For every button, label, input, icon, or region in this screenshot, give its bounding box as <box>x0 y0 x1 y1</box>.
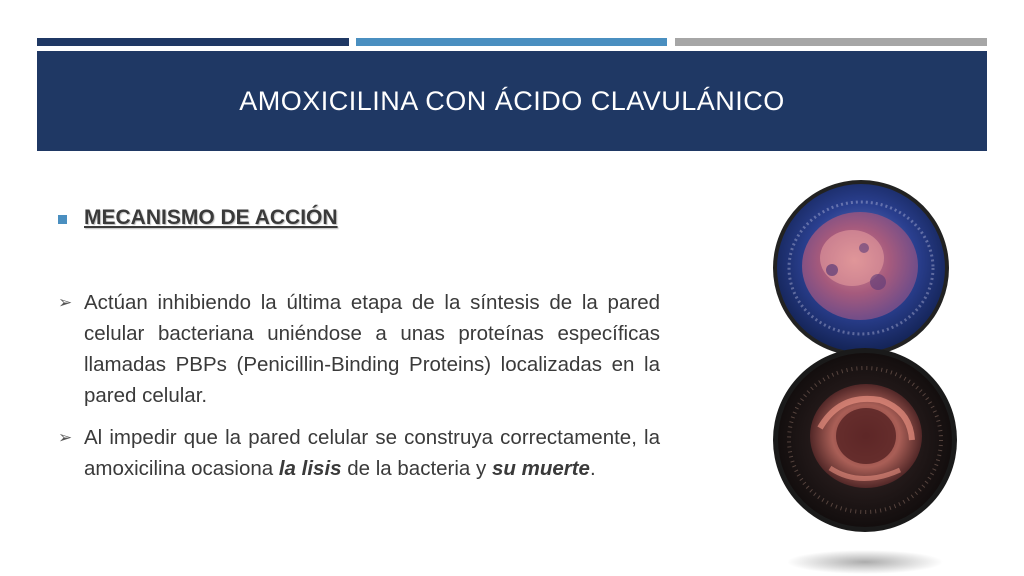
paragraph-2-text: Al impedir que la pared celular se construya correctamente, la amoxicilina ocasiona la lisis de la bacteria y su muerte. <box>84 426 660 480</box>
section-heading: MECANISMO DE ACCIÓN <box>84 206 338 229</box>
accent-bar-gray <box>675 38 987 46</box>
drop-shadow <box>787 550 943 574</box>
arrow-bullet-icon: ➢ <box>58 428 73 447</box>
paragraph-1-text: Actúan inhibiendo la última etapa de la síntesis de la pared celular bacteriana uniéndose a unas proteínas específicas llamadas PBPs (Penicillin-Binding Proteins) localizadas en la pared celular. <box>84 291 660 407</box>
bacterium-cell-intact-image <box>773 180 949 356</box>
arrow-bullet-icon: ➢ <box>58 293 73 312</box>
title-band <box>37 51 987 151</box>
emphasis-death: su muerte <box>491 457 590 480</box>
emphasis-lysis: la lisis <box>278 457 342 480</box>
content-area <box>58 206 660 484</box>
accent-bar-dark <box>37 38 349 46</box>
bacterium-cell-lysed-image <box>773 348 957 532</box>
accent-bar-blue <box>356 38 667 46</box>
slide-title: AMOXICILINA CON ÁCIDO CLAVULÁNICO <box>239 85 785 116</box>
bullet-paragraph-2 <box>58 422 660 484</box>
square-bullet-icon <box>58 215 67 224</box>
bullet-paragraph-1 <box>58 287 660 411</box>
bacteria-illustration <box>760 178 970 576</box>
